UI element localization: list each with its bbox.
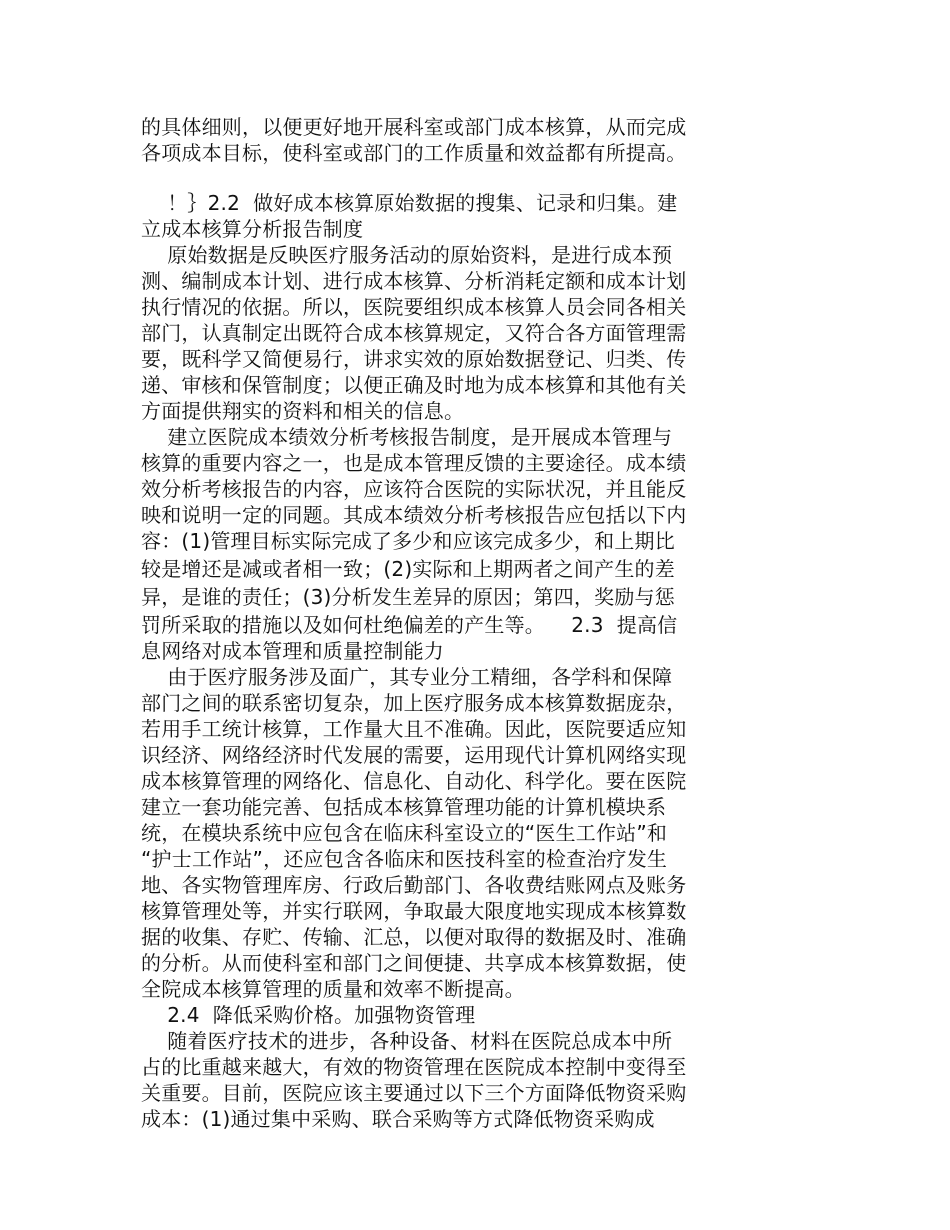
text-line: 原始数据是反映医疗服务活动的原始资料，是进行成本预 [141, 243, 673, 267]
text-line: 成本：(1)通过集中采购、联合采购等方式降低物资采购成 [141, 1107, 655, 1131]
section-heading-2-2-cont: 立成本核算分析报告制度 [141, 217, 364, 241]
text-line: 部门，认真制定出既符合成本核算规定，又符合各方面管理需 [141, 321, 687, 345]
text-line: 若用手工统计核算，工作量大且不准确。因此，医院要适应知 [141, 717, 687, 741]
text-line: 各项成本目标，使科室或部门的工作质量和效益都有所提高。 [141, 141, 687, 165]
text-line: 执行情况的依据。所以，医院要组织成本核算人员会同各相关 [141, 295, 687, 319]
section-heading-2-4: 2.4 降低采购价格。加强物资管理 [141, 1003, 476, 1027]
text-line: 关重要。目前，医院应该主要通过以下三个方面降低物资采购 [141, 1081, 687, 1105]
text-line: 建立一套功能完善、包括成本核算管理功能的计算机模块系 [141, 795, 667, 819]
text-line: 地、各实物管理库房、行政后勤部门、各收费结账网点及账务 [141, 873, 687, 897]
text-line: 成本核算管理的网络化、信息化、自动化、科学化。要在医院 [141, 769, 687, 793]
section-heading-2-3-cont: 息网络对成本管理和质量控制能力 [141, 639, 444, 663]
text-line: 建立医院成本绩效分析考核报告制度，是开展成本管理与 [141, 425, 673, 449]
text-line: 映和说明一定的同题。其成本绩效分析考核报告应包括以下内 [141, 503, 687, 527]
text-line: 容：(1)管理目标实际完成了多少和应该完成多少，和上期比 [141, 529, 675, 553]
text-line: 随着医疗技术的进步，各种设备、材料在医院总成本中所 [141, 1029, 673, 1053]
text-line: 据的收集、存贮、传输、汇总，以便对取得的数据及时、准确 [141, 925, 687, 949]
text-line: 方面提供翔实的资料和相关的信息。 [141, 399, 465, 423]
text-line: 由于医疗服务涉及面广，其专业分工精细，各学科和保障 [141, 665, 673, 689]
text-line: 要，既科学又简便易行，讲求实效的原始数据登记、归类、传 [141, 347, 687, 371]
text-line: 部门之间的联系密切复杂，加上医疗服务成本核算数据庞杂， [141, 691, 687, 715]
text-line: 的具体细则，以便更好地开展科室或部门成本核算，从而完成 [141, 115, 687, 139]
section-heading-2-3: 罚所采取的措施以及如何杜绝偏差的产生等。 2.3 提高信 [141, 613, 678, 637]
text-line: 测、编制成本计划、进行成本核算、分析消耗定额和成本计划 [141, 269, 687, 293]
text-line: 占的比重越来越大，有效的物资管理在医院成本控制中变得至 [141, 1055, 687, 1079]
text-line: 识经济、网络经济时代发展的需要，运用现代计算机网络实现 [141, 743, 687, 767]
text-line: 全院成本核算管理的质量和效率不断提高。 [141, 977, 525, 1001]
section-heading-2-2: ！｝2.2 做好成本核算原始数据的搜集、记录和归集。建 [141, 191, 678, 215]
text-line: 较是增还是减或者相一致；(2)实际和上期两者之间产生的差 [141, 557, 675, 581]
text-line: 的分析。从而使科室和部门之间便捷、共享成本核算数据，使 [141, 951, 687, 975]
text-line: 递、审核和保管制度；以便正确及时地为成本核算和其他有关 [141, 373, 687, 397]
text-line: 效分析考核报告的内容，应该符合医院的实际状况，并且能反 [141, 477, 687, 501]
text-line: “护士工作站”，还应包含各临床和医技科室的检查治疗发生 [141, 847, 668, 871]
text-line: 核算的重要内容之一，也是成本管理反馈的主要途径。成本绩 [141, 451, 687, 475]
text-line: 异，是谁的责任；(3)分析发生差异的原因；第四，奖励与惩 [141, 585, 675, 609]
text-line: 核算管理处等，并实行联网，争取最大限度地实现成本核算数 [141, 899, 687, 923]
text-line: 统，在模块系统中应包含在临床科室设立的“医生工作站”和 [141, 821, 668, 845]
